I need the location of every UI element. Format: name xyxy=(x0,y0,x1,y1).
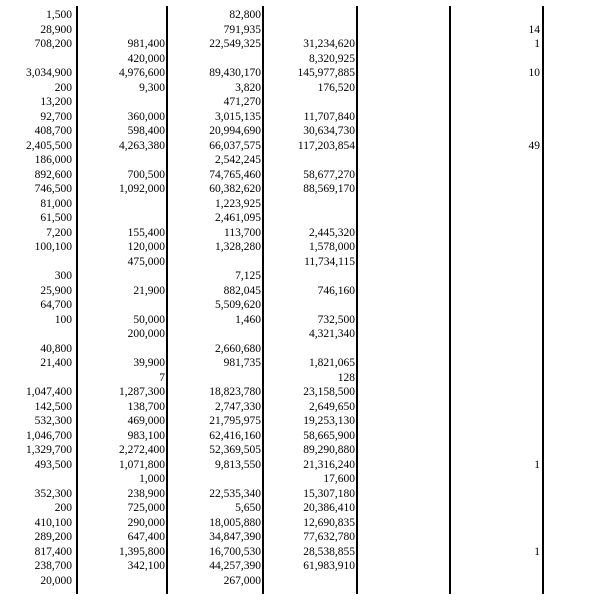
table-row xyxy=(0,472,600,487)
table-cell: 200,000 xyxy=(127,328,165,340)
table-cell: 66,037,575 xyxy=(209,139,261,152)
table-cell: 82,800 xyxy=(229,9,261,21)
table-cell: 3,820 xyxy=(235,81,261,94)
table-row xyxy=(0,385,600,400)
table-cell: 267,000 xyxy=(223,574,261,587)
table-cell: 19,253,130 xyxy=(303,415,355,427)
table-cell: 89,290,880 xyxy=(303,444,355,456)
table-cell: 21,900 xyxy=(133,284,165,297)
table-cell: 186,000 xyxy=(34,154,72,166)
table-row xyxy=(0,443,600,458)
table-cell: 44,257,390 xyxy=(209,560,261,572)
table-cell: 39,900 xyxy=(133,357,165,369)
table-cell: 817,400 xyxy=(34,545,72,558)
table-cell: 410,100 xyxy=(34,516,72,529)
table-cell: 18,005,880 xyxy=(209,516,261,529)
table-cell: 89,430,170 xyxy=(209,67,261,79)
table-row xyxy=(0,23,600,38)
table-cell: 892,600 xyxy=(34,168,72,181)
table-cell: 1,578,000 xyxy=(309,241,355,253)
table-cell: 113,700 xyxy=(224,226,261,239)
table-cell: 28,900 xyxy=(40,23,72,36)
table-cell: 1,460 xyxy=(235,313,261,326)
table-row xyxy=(0,139,600,154)
table-cell: 21,316,240 xyxy=(303,458,355,471)
table-row xyxy=(0,487,600,502)
table-row xyxy=(0,168,600,183)
table-cell: 1,500 xyxy=(46,9,72,21)
table-cell: 1,329,700 xyxy=(26,444,72,456)
table-cell: 1 xyxy=(534,458,540,471)
table-cell: 7 xyxy=(159,371,165,384)
table-row xyxy=(0,284,600,299)
table-cell: 469,000 xyxy=(127,415,165,427)
table-cell: 1 xyxy=(534,545,540,558)
table-cell: 3,015,135 xyxy=(215,110,261,123)
table-row xyxy=(0,530,600,545)
table-row xyxy=(0,66,600,81)
table-row xyxy=(0,211,600,226)
table-row xyxy=(0,501,600,516)
table-row xyxy=(0,52,600,67)
table-cell: 1,287,300 xyxy=(119,386,165,398)
table-row xyxy=(0,559,600,574)
table-cell: 16,700,530 xyxy=(209,545,261,558)
table-cell: 882,045 xyxy=(223,284,261,297)
table-row xyxy=(0,153,600,168)
table-cell: 725,000 xyxy=(127,502,165,514)
table-cell: 1,046,700 xyxy=(26,429,72,442)
table-cell: 475,000 xyxy=(127,255,165,268)
table-cell: 2,405,500 xyxy=(26,139,72,152)
table-cell: 40,800 xyxy=(40,342,72,355)
table-cell: 100,100 xyxy=(34,241,72,253)
table-row xyxy=(0,327,600,342)
table-cell: 61,983,910 xyxy=(303,560,355,572)
table-cell: 2,649,650 xyxy=(309,400,355,413)
table-cell: 31,234,620 xyxy=(303,38,355,50)
table-cell: 7,200 xyxy=(46,226,72,239)
table-cell: 58,665,900 xyxy=(303,429,355,442)
table-cell: 290,000 xyxy=(127,516,165,529)
table-row xyxy=(0,516,600,531)
table-row xyxy=(0,342,600,357)
table-cell: 2,461,095 xyxy=(215,212,261,224)
table-cell: 100 xyxy=(54,313,72,326)
table-cell: 64,700 xyxy=(40,299,72,311)
table-cell: 11,734,115 xyxy=(304,255,355,268)
table-row xyxy=(0,269,600,284)
table-cell: 49 xyxy=(528,139,540,152)
table-row xyxy=(0,110,600,125)
table-cell: 34,847,390 xyxy=(209,531,261,543)
table-cell: 7,125 xyxy=(235,270,261,282)
table-cell: 13,200 xyxy=(40,96,72,108)
table-cell: 238,900 xyxy=(127,487,165,500)
table-cell: 746,500 xyxy=(34,183,72,195)
table-row xyxy=(0,8,600,23)
table-cell: 981,735 xyxy=(223,357,261,369)
table-cell: 28,538,855 xyxy=(303,545,355,558)
table-row xyxy=(0,255,600,270)
table-cell: 9,813,550 xyxy=(215,458,261,471)
table-cell: 1,000 xyxy=(139,473,165,485)
table-cell: 14 xyxy=(528,23,540,36)
table-row xyxy=(0,414,600,429)
table-cell: 74,765,460 xyxy=(209,168,261,181)
table-cell: 18,823,780 xyxy=(209,386,261,398)
table-row xyxy=(0,298,600,313)
table-cell: 2,660,680 xyxy=(215,342,261,355)
table-cell: 342,100 xyxy=(127,560,165,572)
table-row xyxy=(0,226,600,241)
table-cell: 120,000 xyxy=(127,241,165,253)
table-cell: 981,400 xyxy=(127,38,165,50)
table-row xyxy=(0,545,600,560)
table-cell: 1,047,400 xyxy=(26,386,72,398)
table-cell: 81,000 xyxy=(40,197,72,210)
table-cell: 9,300 xyxy=(139,81,165,94)
table-cell: 17,600 xyxy=(323,473,355,485)
table-cell: 289,200 xyxy=(34,531,72,543)
table-cell: 647,400 xyxy=(127,531,165,543)
table-cell: 2,272,400 xyxy=(119,444,165,456)
table-cell: 4,263,380 xyxy=(119,139,165,152)
table-cell: 4,976,600 xyxy=(119,67,165,79)
table-cell: 200 xyxy=(54,502,72,514)
table-row xyxy=(0,458,600,473)
table-cell: 21,400 xyxy=(40,357,72,369)
table-cell: 176,520 xyxy=(317,81,355,94)
table-cell: 12,690,835 xyxy=(303,516,355,529)
table-cell: 61,500 xyxy=(40,212,72,224)
table-cell: 20,994,690 xyxy=(209,125,261,137)
table-cell: 142,500 xyxy=(34,400,72,413)
table-cell: 700,500 xyxy=(127,168,165,181)
table-row xyxy=(0,37,600,52)
table-cell: 746,160 xyxy=(317,284,355,297)
table-cell: 22,549,325 xyxy=(209,38,261,50)
table-row xyxy=(0,574,600,589)
table-cell: 10 xyxy=(528,67,540,79)
table-cell: 2,445,320 xyxy=(309,226,355,239)
table-cell: 117,203,854 xyxy=(297,139,355,152)
table-cell: 1,071,800 xyxy=(119,458,165,471)
table-row xyxy=(0,400,600,415)
table-cell: 408,700 xyxy=(34,125,72,137)
table-cell: 5,650 xyxy=(235,502,261,514)
table-cell: 5,509,620 xyxy=(215,299,261,311)
table-cell: 1,092,000 xyxy=(119,183,165,195)
table-row xyxy=(0,182,600,197)
table-cell: 732,500 xyxy=(317,313,355,326)
table-cell: 30,634,730 xyxy=(303,125,355,137)
table-cell: 471,270 xyxy=(223,96,261,108)
table-cell: 2,747,330 xyxy=(215,400,261,413)
table-cell: 138,700 xyxy=(127,400,165,413)
table-cell: 300 xyxy=(54,270,72,282)
table-row xyxy=(0,356,600,371)
table-cell: 4,321,340 xyxy=(309,328,355,340)
table-cell: 88,569,170 xyxy=(303,183,355,195)
table-cell: 155,400 xyxy=(127,226,165,239)
table-cell: 20,000 xyxy=(40,574,72,587)
table-cell: 77,632,780 xyxy=(303,531,355,543)
table-cell: 92,700 xyxy=(40,110,72,123)
table-cell: 50,000 xyxy=(133,313,165,326)
table-cell: 493,500 xyxy=(34,458,72,471)
table-cell: 1,223,925 xyxy=(215,197,261,210)
table-cell: 23,158,500 xyxy=(303,386,355,398)
table-cell: 58,677,270 xyxy=(303,168,355,181)
table-cell: 145,977,885 xyxy=(297,67,355,79)
table-cell: 3,034,900 xyxy=(26,67,72,79)
table-row xyxy=(0,197,600,212)
table-cell: 598,400 xyxy=(127,125,165,137)
table-cell: 360,000 xyxy=(127,110,165,123)
table-cell: 20,386,410 xyxy=(303,502,355,514)
table-row xyxy=(0,81,600,96)
data-table xyxy=(0,8,600,588)
table-cell: 60,382,620 xyxy=(209,183,261,195)
table-cell: 200 xyxy=(54,81,72,94)
table-cell: 62,416,160 xyxy=(209,429,261,442)
table-cell: 708,200 xyxy=(34,38,72,50)
table-cell: 2,542,245 xyxy=(215,154,261,166)
table-row xyxy=(0,429,600,444)
table-cell: 15,307,180 xyxy=(303,487,355,500)
table-cell: 420,000 xyxy=(127,52,165,65)
table-cell: 1,328,280 xyxy=(215,241,261,253)
table-cell: 238,700 xyxy=(34,560,72,572)
table-cell: 983,100 xyxy=(127,429,165,442)
table-cell: 532,300 xyxy=(34,415,72,427)
table-row xyxy=(0,95,600,110)
table-row xyxy=(0,313,600,328)
table-cell: 1,821,065 xyxy=(309,357,355,369)
table-cell: 352,300 xyxy=(34,487,72,500)
table-cell: 1 xyxy=(534,38,540,50)
table-cell: 791,935 xyxy=(223,23,261,36)
table-row xyxy=(0,240,600,255)
table-cell: 25,900 xyxy=(40,284,72,297)
table-cell: 11,707,840 xyxy=(303,110,355,123)
table-cell: 21,795,975 xyxy=(209,415,261,427)
table-cell: 1,395,800 xyxy=(119,545,165,558)
table-cell: 52,369,505 xyxy=(209,444,261,456)
table-row xyxy=(0,371,600,386)
table-cell: 22,535,340 xyxy=(209,487,261,500)
table-cell: 128 xyxy=(337,371,355,384)
table-cell: 8,320,925 xyxy=(309,52,355,65)
table-row xyxy=(0,124,600,139)
